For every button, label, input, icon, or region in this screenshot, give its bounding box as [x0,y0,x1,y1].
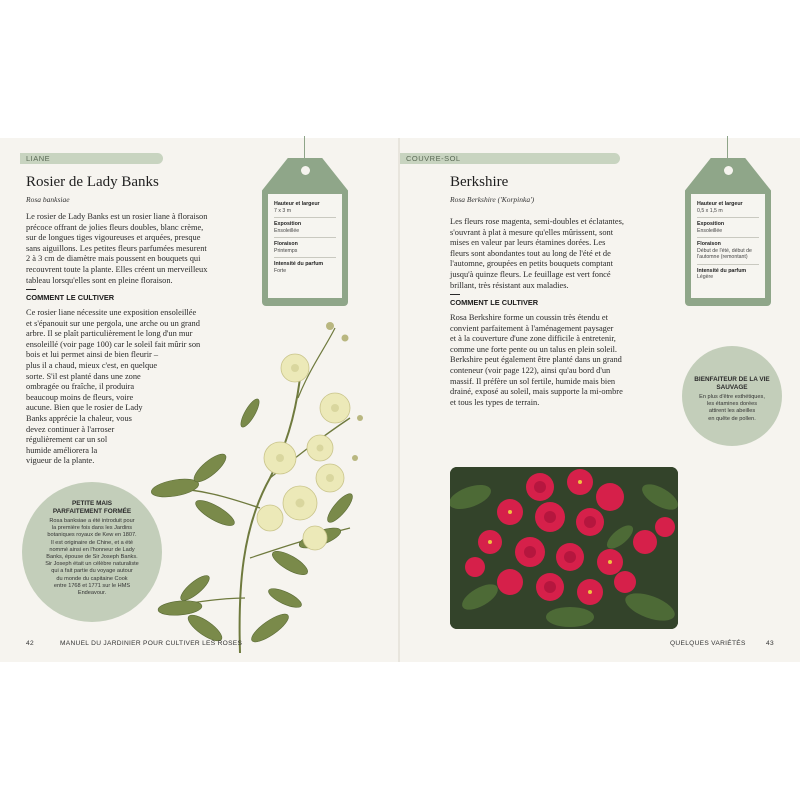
text-line: ensoleillé (voir page 100) car le soleil fait mûrir son [26,339,201,349]
running-title-right: QUELQUES VARIÉTÉS [670,640,746,647]
bubble-text-line: les étamines dorées [706,401,758,408]
tag-row [274,238,336,258]
text-line: vigueur de la plante. [26,456,95,466]
tag-row [274,218,336,238]
bubble-text-line: qui a fait partie du voyage autour [51,568,133,575]
text-line: comme une forte pente ou un talus en plein soleil. [450,344,617,354]
botanical-illustration [120,308,380,658]
tag-value: Printemps [274,247,298,254]
text-line: conteneur (voir page 122), ainsi qu'au bord d'un [450,365,611,375]
text-line: s'ouvrant à plat à mesure qu'elles mûrissent, sont [450,227,614,237]
bubble-text-line: attirent les abeilles [708,408,756,415]
tag-value: Forte [274,267,287,274]
category-label: COUVRE-SOL [406,154,461,163]
intro-paragraph [26,212,241,286]
tag-value: 7 x 3 m [274,207,292,214]
tag-row [697,218,759,238]
bubble-text [688,394,776,423]
intro-paragraph [450,217,650,291]
text-line: Berkshire peut également être planté dans un grand [450,355,622,365]
text-line: massif. Il préfère un sol fertile, humide mais bien [450,376,616,386]
culture-paragraph [450,313,650,408]
bubble-text-line: Endeavour. [77,590,107,597]
text-line: Ce rosier liane nécessite une exposition ensoleillée [26,308,197,317]
bubble-text-line: entre 1768 et 1771 sur le HMS [53,582,131,589]
rose-photo [450,467,678,629]
tag-value: Légère [697,274,714,280]
text-line: drainé, exposé au soleil, mais supporte la mi-ombre [450,387,623,397]
heading-dash [450,294,460,295]
leaf [150,476,200,500]
right-page [400,138,800,662]
tag-value: 0,5 x 1,5 m [697,207,723,214]
text-line: devez continuer à l'arroser [26,424,115,434]
text-line: Le rosier de Lady Banks est un rosier liane à floraison [26,212,208,221]
text-line: Rosa Berkshire forme un coussin très étendu et [450,313,608,322]
text-line: humide améliorera la [26,445,98,455]
text-line: sans aiguillons. Les petites fleurs parfumées mesurent [26,243,207,253]
tag-card [268,194,342,298]
bubble-text-line: Banks, épouse de Sir Joseph Banks. [46,554,138,561]
text-line: aucune. Bien que le rosier de Lady [26,403,143,413]
info-bubble-left [22,482,162,622]
tag-label: Exposition [274,221,302,227]
section-heading-text: COMMENT LE CULTIVER [450,298,539,308]
text-line: sorte. S'il est planté dans une zone [26,371,141,381]
heading-dash [26,289,36,290]
tag-label: Exposition [697,221,725,227]
tag-label: Hauteur et largeur [697,201,743,207]
text-line: sur de longues tiges vigoureuses et arquées, presque [26,233,201,243]
tag-label: Hauteur et largeur [274,201,320,207]
text-line: plus il a chaud, mieux c'est, en quelque [26,360,158,370]
text-line: arbre. Il se plaît particulièrement le long d'un mur [26,329,193,339]
bubble-text-line: en quête de pollen. [708,415,756,422]
section-heading [26,289,114,302]
bubble-text-line: Il est originaire de Chine, et a été [50,539,134,546]
text-line: régulièrement car un sol [26,435,108,445]
text-line: recouvrent toute la plante. Elles créent un merveilleux [26,264,208,274]
category-band-right [400,153,620,164]
bubble-text-line: Sir Joseph était un célèbre naturaliste [45,561,139,568]
tag-row [697,198,759,218]
text-line: tableau lorsqu'elles sont en pleine floraison. [26,275,173,285]
bubble-text-line: En plus d'être esthétiques, [699,394,765,400]
rose-photo-image [450,467,678,629]
text-line: convient parfaitement à l'aménagement paysager [450,323,614,333]
text-line: beaucoup moins de fleurs, voire [26,392,134,402]
page-number-right: 43 [766,640,774,647]
info-bubble-right [682,346,782,446]
book-spread [0,138,800,662]
text-line: et tous les types de terrain. [450,397,540,407]
bubble-text [32,518,152,597]
text-line: et s'épanouit sur une pergola, une arche ou un grand [26,318,200,328]
tag-label: Intensité du parfum [697,267,747,274]
running-title-left: MANUEL DU JARDINIER POUR CULTIVER LES ROSES [60,640,243,647]
tag-hole [301,166,310,175]
rose-title: Rosier de Lady Banks [26,174,159,190]
bubble-heading-line: SAUVAGE [716,384,748,391]
tag-value: Ensoleillée [274,227,300,234]
category-label: LIANE [26,154,51,163]
tag-card [691,194,765,298]
tag-value: Début de l'été, début de l'automne (remontant) [697,247,752,260]
category-band-left [20,153,163,164]
bubble-heading-line: BIENFAITEUR DE LA VIE [694,376,770,383]
tag-row [274,198,336,218]
tag-label: Floraison [697,241,721,247]
tag-hole [724,166,733,175]
text-line: précoce offrant de jolies fleurs doubles, blanc crème, [26,222,204,232]
bubble-text-line: du monde du capitaine Cook [56,575,128,582]
bubble-heading-line: PETITE MAIS [71,500,113,507]
text-line: brillant, très résistant aux maladies. [450,280,569,290]
text-line: ombragée ou fraîche, il produira [26,382,135,392]
left-page [0,138,398,662]
bubble-heading-line: PARFAITEMENT FORMÉE [52,508,132,515]
tag-label: Floraison [274,241,298,247]
bubble-text-line: nommé ainsi en l'honneur de Lady [49,546,135,553]
section-heading [450,294,538,307]
text-line: Les fleurs rose magenta, semi-doubles et éclatantes, [450,217,624,226]
page-number-left: 42 [26,640,34,647]
text-line: l'automne, groupées en petits bouquets comptant [450,259,613,269]
section-heading-text: COMMENT LE CULTIVER [26,293,115,303]
text-line: et à la couverture d'une zone difficile à entretenir, [450,334,616,344]
rose-title: Berkshire [450,174,509,190]
tag-row [697,238,759,265]
text-line: jusqu'à quinze fleurs. Le feuillage est vert foncé [450,269,611,279]
tag-row [274,258,336,277]
bubble-text-line: Rosa banksiae a été introduit pour [49,518,135,524]
latin-name: Rosa Berkshire ('Korpinka') [450,195,535,204]
latin-name: Rosa banksiae [26,195,70,204]
bubble-text-line: botaniques royaux de Kew en 1807. [47,532,137,539]
text-line: Banks apprécie la chaleur, vous [26,413,132,423]
text-line: bois et lui permet ainsi de bien fleurir – [26,350,159,360]
tag-value: Ensoleillée [697,227,723,234]
tag-row [697,265,759,284]
text-line: fleurs sont abondantes tout au long de l'été et de [450,248,611,258]
text-line: 2 à 3 cm de diamètre mais poussent en bouquets qui [26,254,201,264]
bubble-text-line: la première fois dans les Jardins [51,525,133,532]
text-line: mises en valeur par leurs étamines dorées. Les [450,238,606,248]
tag-label: Intensité du parfum [274,261,324,267]
